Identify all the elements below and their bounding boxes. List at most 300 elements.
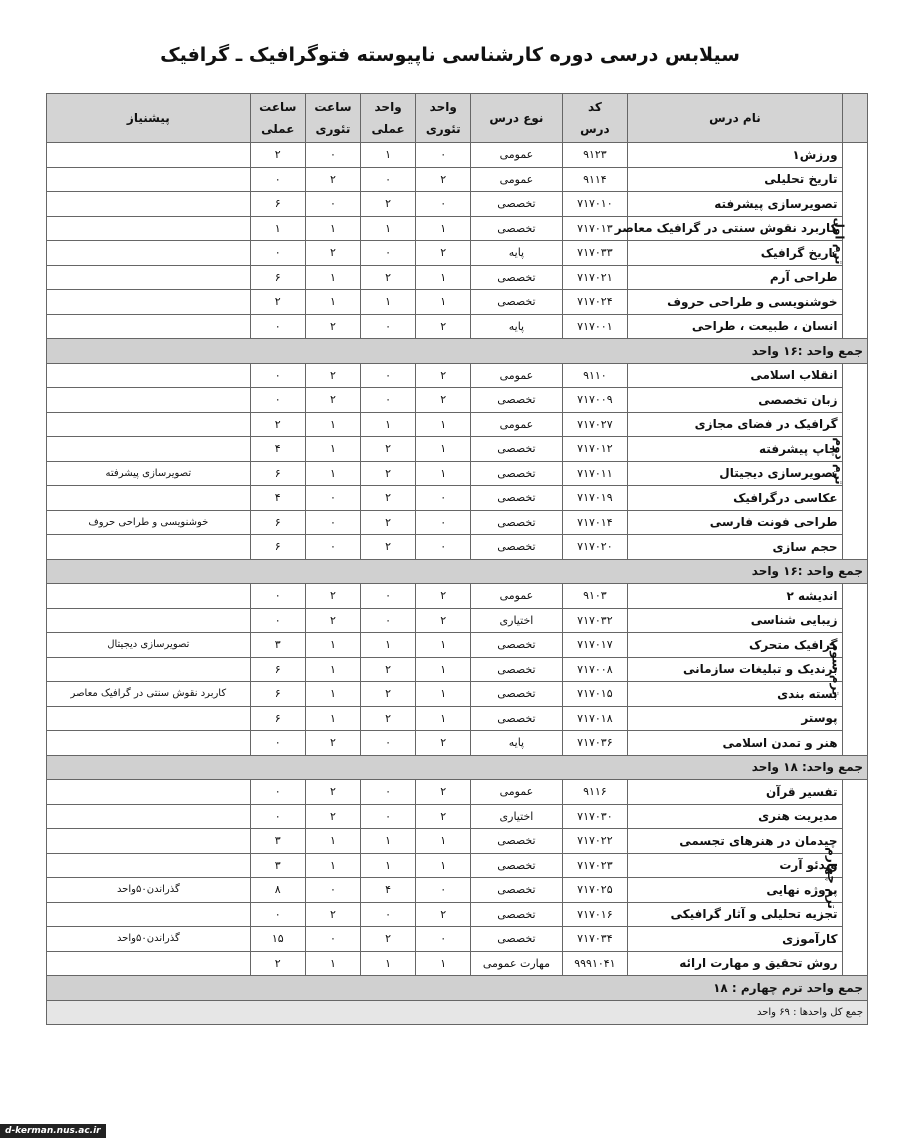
course-name: انسان ، طبیعت ، طراحی <box>628 314 842 339</box>
course-row <box>47 265 868 290</box>
hours-theory: ۱ <box>305 265 360 290</box>
hours-theory: ۲ <box>305 388 360 413</box>
unit-theory: ۲ <box>416 388 471 413</box>
unit-theory: ۰ <box>416 535 471 560</box>
prerequisite <box>47 363 251 388</box>
course-code: ۹۹۹۱۰۴۱ <box>562 951 628 976</box>
hours-theory: ۲ <box>305 731 360 756</box>
unit-practical: ۰ <box>361 608 416 633</box>
course-type: تخصصی <box>471 535 562 560</box>
course-row <box>47 951 868 976</box>
prerequisite <box>47 241 251 266</box>
prerequisite <box>47 265 251 290</box>
unit-theory: ۱ <box>416 951 471 976</box>
hours-theory: ۰ <box>305 535 360 560</box>
hours-practical: ۶ <box>250 657 305 682</box>
course-code: ۷۱۷۰۱۷ <box>562 633 628 658</box>
term-label: ترم اول <box>842 143 867 339</box>
course-code: ۷۱۷۰۱۵ <box>562 682 628 707</box>
unit-theory: ۰ <box>416 143 471 168</box>
hours-practical: ۶ <box>250 265 305 290</box>
unit-practical: ۲ <box>361 461 416 486</box>
term-sum: جمع واحد ترم چهارم : ۱۸ <box>47 976 868 1001</box>
unit-practical: ۰ <box>361 902 416 927</box>
hours-theory: ۰ <box>305 192 360 217</box>
course-row <box>47 608 868 633</box>
course-row <box>47 143 868 168</box>
course-row <box>47 657 868 682</box>
prerequisite <box>47 951 251 976</box>
hours-practical: ۰ <box>250 167 305 192</box>
prerequisite <box>47 584 251 609</box>
prerequisite <box>47 535 251 560</box>
hours-theory: ۱ <box>305 216 360 241</box>
unit-practical: ۰ <box>361 584 416 609</box>
hours-theory: ۱ <box>305 290 360 315</box>
hours-theory: ۲ <box>305 363 360 388</box>
hours-theory: ۰ <box>305 486 360 511</box>
header-hours-theory: ساعت تئوری <box>305 94 360 143</box>
unit-theory: ۲ <box>416 241 471 266</box>
unit-theory: ۲ <box>416 804 471 829</box>
course-row <box>47 902 868 927</box>
hours-theory: ۱ <box>305 682 360 707</box>
footer-url: d-kerman.nus.ac.ir <box>0 1124 106 1138</box>
prerequisite <box>47 804 251 829</box>
course-code: ۷۱۷۰۳۲ <box>562 608 628 633</box>
course-type: اختیاری <box>471 608 562 633</box>
term-sum-row <box>47 755 868 780</box>
course-row <box>47 853 868 878</box>
course-name: گرافیک متحرک <box>628 633 842 658</box>
course-type: تخصصی <box>471 290 562 315</box>
course-code: ۷۱۷۰۲۱ <box>562 265 628 290</box>
course-name: پروژه نهایی <box>628 878 842 903</box>
course-code: ۷۱۷۰۳۶ <box>562 731 628 756</box>
course-row <box>47 829 868 854</box>
hours-practical: ۰ <box>250 780 305 805</box>
unit-theory: ۱ <box>416 657 471 682</box>
grand-total: جمع کل واحدها : ۶۹ واحد <box>47 1000 868 1025</box>
unit-practical: ۰ <box>361 241 416 266</box>
course-row <box>47 682 868 707</box>
header-hours-practical: ساعت عملی <box>250 94 305 143</box>
prerequisite: تصویرسازی دیجیتال <box>47 633 251 658</box>
course-row <box>47 780 868 805</box>
course-code: ۷۱۷۰۳۳ <box>562 241 628 266</box>
prerequisite <box>47 290 251 315</box>
course-name: طراحی آرم <box>628 265 842 290</box>
course-type: تخصصی <box>471 878 562 903</box>
course-name: تاریخ گرافیک <box>628 241 842 266</box>
hours-practical: ۰ <box>250 731 305 756</box>
term-label: ترم چهارم <box>842 780 867 976</box>
term-sum-row <box>47 339 868 364</box>
prerequisite: گذراندن۵۰واحد <box>47 927 251 952</box>
prerequisite <box>47 167 251 192</box>
prerequisite: خوشنویسی و طراحی حروف <box>47 510 251 535</box>
hours-theory: ۲ <box>305 241 360 266</box>
hours-practical: ۶ <box>250 706 305 731</box>
course-row <box>47 927 868 952</box>
term-label: ترم دوم <box>842 363 867 559</box>
term-label: ترم سوم <box>842 584 867 756</box>
unit-theory: ۰ <box>416 486 471 511</box>
grand-total-row <box>47 1000 868 1025</box>
hours-theory: ۱ <box>305 829 360 854</box>
course-name: تفسیر قرآن <box>628 780 842 805</box>
hours-theory: ۱ <box>305 461 360 486</box>
unit-theory: ۰ <box>416 510 471 535</box>
course-code: ۹۱۰۳ <box>562 584 628 609</box>
course-name: طراحی فونت فارسی <box>628 510 842 535</box>
course-name: پوستر <box>628 706 842 731</box>
course-row <box>47 535 868 560</box>
hours-theory: ۱ <box>305 633 360 658</box>
header-name: نام درس <box>628 94 842 143</box>
unit-theory: ۲ <box>416 584 471 609</box>
prerequisite <box>47 853 251 878</box>
hours-theory: ۱ <box>305 853 360 878</box>
unit-theory: ۱ <box>416 265 471 290</box>
unit-practical: ۲ <box>361 265 416 290</box>
prerequisite <box>47 216 251 241</box>
unit-theory: ۲ <box>416 167 471 192</box>
course-code: ۷۱۷۰۱۶ <box>562 902 628 927</box>
course-name: تاریخ تحلیلی <box>628 167 842 192</box>
unit-practical: ۲ <box>361 486 416 511</box>
course-row <box>47 633 868 658</box>
course-name: چاپ پیشرفته <box>628 437 842 462</box>
course-type: عمومی <box>471 780 562 805</box>
hours-theory: ۰ <box>305 143 360 168</box>
term-sum-row <box>47 976 868 1001</box>
course-name: حجم سازی <box>628 535 842 560</box>
course-row <box>47 461 868 486</box>
course-name: انقلاب اسلامی <box>628 363 842 388</box>
unit-practical: ۲ <box>361 706 416 731</box>
course-code: ۷۱۷۰۲۷ <box>562 412 628 437</box>
course-row <box>47 290 868 315</box>
course-code: ۷۱۷۰۲۲ <box>562 829 628 854</box>
unit-theory: ۱ <box>416 461 471 486</box>
course-name: زبان تخصصی <box>628 388 842 413</box>
course-type: تخصصی <box>471 902 562 927</box>
course-type: پایه <box>471 731 562 756</box>
course-type: تخصصی <box>471 388 562 413</box>
unit-theory: ۱ <box>416 412 471 437</box>
course-type: تخصصی <box>471 682 562 707</box>
hours-practical: ۲ <box>250 412 305 437</box>
prerequisite: تصویرسازی پیشرفته <box>47 461 251 486</box>
unit-practical: ۱ <box>361 853 416 878</box>
hours-theory: ۱ <box>305 412 360 437</box>
unit-practical: ۲ <box>361 535 416 560</box>
hours-practical: ۲ <box>250 290 305 315</box>
header-unit-theory: واحد تئوری <box>416 94 471 143</box>
hours-theory: ۲ <box>305 314 360 339</box>
unit-practical: ۲ <box>361 510 416 535</box>
unit-theory: ۰ <box>416 927 471 952</box>
hours-practical: ۳ <box>250 633 305 658</box>
prerequisite <box>47 143 251 168</box>
course-name: تصویرسازی دیجیتال <box>628 461 842 486</box>
unit-practical: ۱ <box>361 829 416 854</box>
course-row <box>47 167 868 192</box>
course-code: ۷۱۷۰۲۳ <box>562 853 628 878</box>
hours-practical: ۴ <box>250 486 305 511</box>
course-type: عمومی <box>471 584 562 609</box>
course-code: ۷۱۷۰۳۰ <box>562 804 628 829</box>
unit-practical: ۱ <box>361 412 416 437</box>
course-row <box>47 510 868 535</box>
hours-practical: ۰ <box>250 804 305 829</box>
hours-practical: ۶ <box>250 192 305 217</box>
hours-practical: ۰ <box>250 363 305 388</box>
unit-practical: ۲ <box>361 437 416 462</box>
unit-practical: ۲ <box>361 192 416 217</box>
course-code: ۷۱۷۰۳۴ <box>562 927 628 952</box>
course-code: ۷۱۷۰۱۸ <box>562 706 628 731</box>
course-row <box>47 216 868 241</box>
course-code: ۹۱۲۳ <box>562 143 628 168</box>
header-term <box>842 94 867 143</box>
course-row <box>47 804 868 829</box>
course-type: عمومی <box>471 167 562 192</box>
course-row <box>47 412 868 437</box>
course-type: عمومی <box>471 143 562 168</box>
course-code: ۷۱۷۰۱۰ <box>562 192 628 217</box>
hours-practical: ۶ <box>250 510 305 535</box>
course-row <box>47 388 868 413</box>
course-row <box>47 192 868 217</box>
unit-practical: ۰ <box>361 167 416 192</box>
unit-practical: ۰ <box>361 388 416 413</box>
course-type: عمومی <box>471 412 562 437</box>
prerequisite <box>47 608 251 633</box>
course-name: هنر و تمدن اسلامی <box>628 731 842 756</box>
course-code: ۷۱۷۰۰۸ <box>562 657 628 682</box>
header-type: نوع درس <box>471 94 562 143</box>
unit-practical: ۰ <box>361 780 416 805</box>
hours-practical: ۲ <box>250 143 305 168</box>
prerequisite <box>47 731 251 756</box>
course-type: تخصصی <box>471 829 562 854</box>
unit-practical: ۲ <box>361 682 416 707</box>
course-type: تخصصی <box>471 853 562 878</box>
course-code: ۹۱۱۰ <box>562 363 628 388</box>
unit-theory: ۲ <box>416 608 471 633</box>
page-title: سیلابس درسی دوره کارشناسی ناپیوسته فتوگرافیک ـ گرافیک <box>160 44 740 66</box>
course-type: تخصصی <box>471 633 562 658</box>
course-name: روش تحقیق و مهارت ارائه <box>628 951 842 976</box>
unit-theory: ۱ <box>416 437 471 462</box>
course-name: مدیریت هنری <box>628 804 842 829</box>
hours-practical: ۶ <box>250 461 305 486</box>
prerequisite <box>47 829 251 854</box>
unit-theory: ۲ <box>416 363 471 388</box>
unit-practical: ۰ <box>361 314 416 339</box>
term-sum-row <box>47 559 868 584</box>
course-code: ۷۱۷۰۲۵ <box>562 878 628 903</box>
course-row <box>47 584 868 609</box>
course-type: تخصصی <box>471 265 562 290</box>
unit-theory: ۰ <box>416 192 471 217</box>
unit-theory: ۲ <box>416 314 471 339</box>
hours-theory: ۲ <box>305 167 360 192</box>
hours-theory: ۲ <box>305 804 360 829</box>
course-type: تخصصی <box>471 657 562 682</box>
unit-theory: ۲ <box>416 902 471 927</box>
prerequisite <box>47 780 251 805</box>
course-code: ۷۱۷۰۱۴ <box>562 510 628 535</box>
course-type: اختیاری <box>471 804 562 829</box>
unit-practical: ۰ <box>361 363 416 388</box>
course-name: تصویرسازی پیشرفته <box>628 192 842 217</box>
course-code: ۹۱۱۴ <box>562 167 628 192</box>
prerequisite <box>47 706 251 731</box>
course-name: اندیشه ۲ <box>628 584 842 609</box>
hours-theory: ۱ <box>305 706 360 731</box>
hours-practical: ۱۵ <box>250 927 305 952</box>
hours-practical: ۰ <box>250 241 305 266</box>
course-name: ویدئو آرت <box>628 853 842 878</box>
course-row <box>47 706 868 731</box>
course-name: ورزش۱ <box>628 143 842 168</box>
course-type: عمومی <box>471 363 562 388</box>
course-name: گرافیک در فضای مجازی <box>628 412 842 437</box>
course-type: تخصصی <box>471 216 562 241</box>
unit-theory: ۱ <box>416 853 471 878</box>
unit-theory: ۲ <box>416 780 471 805</box>
course-code: ۷۱۷۰۱۹ <box>562 486 628 511</box>
unit-practical: ۱ <box>361 290 416 315</box>
prerequisite <box>47 657 251 682</box>
hours-practical: ۱ <box>250 216 305 241</box>
header-row <box>47 94 868 143</box>
unit-practical: ۱ <box>361 951 416 976</box>
course-row <box>47 437 868 462</box>
course-code: ۹۱۱۶ <box>562 780 628 805</box>
course-row <box>47 878 868 903</box>
course-name: کاربرد نقوش سنتی در گرافیک معاصر <box>628 216 842 241</box>
hours-practical: ۳ <box>250 829 305 854</box>
term-sum: جمع واحد :۱۶ واحد <box>47 559 868 584</box>
hours-theory: ۱ <box>305 951 360 976</box>
course-type: پایه <box>471 241 562 266</box>
term-sum: جمع واحد :۱۶ واحد <box>47 339 868 364</box>
course-type: تخصصی <box>471 192 562 217</box>
hours-practical: ۰ <box>250 608 305 633</box>
prerequisite <box>47 902 251 927</box>
unit-practical: ۱ <box>361 143 416 168</box>
unit-theory: ۲ <box>416 731 471 756</box>
course-type: تخصصی <box>471 486 562 511</box>
course-name: بسته بندی <box>628 682 842 707</box>
course-row <box>47 241 868 266</box>
prerequisite <box>47 486 251 511</box>
course-code: ۷۱۷۰۲۴ <box>562 290 628 315</box>
course-name: زیبایی شناسی <box>628 608 842 633</box>
unit-theory: ۱ <box>416 706 471 731</box>
hours-practical: ۰ <box>250 314 305 339</box>
course-type: مهارت عمومی <box>471 951 562 976</box>
header-prereq: پیشنیاز <box>47 94 251 143</box>
course-code: ۷۱۷۰۰۱ <box>562 314 628 339</box>
unit-theory: ۱ <box>416 682 471 707</box>
hours-practical: ۰ <box>250 584 305 609</box>
hours-theory: ۱ <box>305 437 360 462</box>
course-type: پایه <box>471 314 562 339</box>
hours-practical: ۰ <box>250 902 305 927</box>
unit-practical: ۴ <box>361 878 416 903</box>
hours-theory: ۲ <box>305 584 360 609</box>
hours-theory: ۱ <box>305 657 360 682</box>
hours-practical: ۶ <box>250 535 305 560</box>
course-type: تخصصی <box>471 437 562 462</box>
course-code: ۷۱۷۰۰۹ <box>562 388 628 413</box>
prerequisite: کاربرد نقوش سنتی در گرافیک معاصر <box>47 682 251 707</box>
hours-practical: ۸ <box>250 878 305 903</box>
hours-theory: ۲ <box>305 780 360 805</box>
hours-practical: ۴ <box>250 437 305 462</box>
hours-theory: ۰ <box>305 927 360 952</box>
hours-practical: ۰ <box>250 388 305 413</box>
hours-practical: ۶ <box>250 682 305 707</box>
course-code: ۷۱۷۰۱۳ <box>562 216 628 241</box>
course-code: ۷۱۷۰۱۲ <box>562 437 628 462</box>
course-name: کارآموزی <box>628 927 842 952</box>
course-type: تخصصی <box>471 510 562 535</box>
course-type: تخصصی <box>471 461 562 486</box>
hours-practical: ۳ <box>250 853 305 878</box>
prerequisite <box>47 388 251 413</box>
course-code: ۷۱۷۰۱۱ <box>562 461 628 486</box>
prerequisite <box>47 412 251 437</box>
course-type: تخصصی <box>471 927 562 952</box>
course-name: تجزیه تحلیلی و آثار گرافیکی <box>628 902 842 927</box>
course-row <box>47 314 868 339</box>
prerequisite <box>47 437 251 462</box>
prerequisite <box>47 314 251 339</box>
term-sum: جمع واحد: ۱۸ واحد <box>47 755 868 780</box>
header-code: کد درس <box>562 94 628 143</box>
unit-practical: ۱ <box>361 216 416 241</box>
unit-practical: ۱ <box>361 633 416 658</box>
unit-theory: ۱ <box>416 633 471 658</box>
hours-theory: ۲ <box>305 608 360 633</box>
course-name: چیدمان در هنرهای تجسمی <box>628 829 842 854</box>
course-name: برندیک و تبلیغات سازمانی <box>628 657 842 682</box>
unit-practical: ۲ <box>361 927 416 952</box>
course-row <box>47 731 868 756</box>
header-unit-practical: واحد عملی <box>361 94 416 143</box>
unit-practical: ۰ <box>361 731 416 756</box>
unit-practical: ۲ <box>361 657 416 682</box>
hours-practical: ۲ <box>250 951 305 976</box>
prerequisite: گذراندن۵۰واحد <box>47 878 251 903</box>
course-row <box>47 486 868 511</box>
course-name: عکاسی درگرافیک <box>628 486 842 511</box>
hours-theory: ۰ <box>305 878 360 903</box>
unit-theory: ۱ <box>416 829 471 854</box>
course-type: تخصصی <box>471 706 562 731</box>
course-code: ۷۱۷۰۲۰ <box>562 535 628 560</box>
unit-theory: ۰ <box>416 878 471 903</box>
hours-theory: ۰ <box>305 510 360 535</box>
course-name: خوشنویسی و طراحی حروف <box>628 290 842 315</box>
unit-theory: ۱ <box>416 290 471 315</box>
